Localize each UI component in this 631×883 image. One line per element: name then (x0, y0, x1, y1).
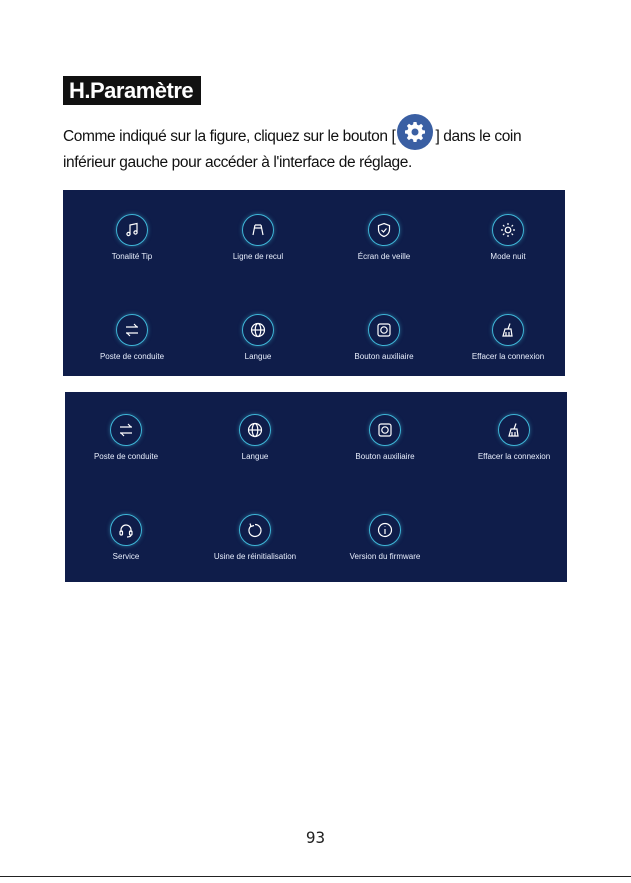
tile-label: Usine de réinitialisation (213, 552, 297, 561)
tile-effacer-la-connexion[interactable] (454, 414, 574, 461)
broom-icon (498, 414, 530, 446)
reverse-line-icon (242, 214, 274, 246)
tile-tonalite-tip[interactable] (72, 214, 192, 261)
tile-effacer-la-connexion[interactable] (448, 314, 568, 361)
tile-label: Poste de conduite (99, 352, 165, 361)
music-note-icon (116, 214, 148, 246)
settings-screen-1 (63, 190, 565, 376)
tile-label: Bouton auxiliaire (355, 452, 415, 461)
tile-usine-de-reinitialisation[interactable] (195, 514, 315, 561)
globe-icon (242, 314, 274, 346)
tile-label: Tonalité Tip (111, 252, 153, 261)
tile-langue[interactable] (195, 414, 315, 461)
tile-version-du-firmware[interactable] (325, 514, 445, 561)
swap-arrows-icon (110, 414, 142, 446)
section-title: H.Paramètre (63, 76, 201, 105)
tile-label: Langue (244, 352, 272, 361)
tile-label: Service (112, 552, 140, 561)
headset-icon (110, 514, 142, 546)
square-circle-icon (368, 314, 400, 346)
gear-icon (397, 114, 433, 150)
tile-label: Effacer la connexion (471, 352, 545, 361)
broom-icon (492, 314, 524, 346)
tile-label: Version du firmware (349, 552, 421, 561)
globe-icon (239, 414, 271, 446)
tile-label: Écran de veille (357, 252, 411, 261)
tile-ligne-de-recul[interactable] (198, 214, 318, 261)
swap-arrows-icon (116, 314, 148, 346)
tile-ecran-de-veille[interactable] (324, 214, 444, 261)
tile-langue[interactable] (198, 314, 318, 361)
tile-label: Ligne de recul (232, 252, 284, 261)
square-circle-icon (369, 414, 401, 446)
reset-icon (239, 514, 271, 546)
tile-bouton-auxiliaire[interactable] (325, 414, 445, 461)
tile-service[interactable] (66, 514, 186, 561)
tile-label: Mode nuit (490, 252, 526, 261)
tile-label: Langue (241, 452, 269, 461)
tile-label: Poste de conduite (93, 452, 159, 461)
tile-bouton-auxiliaire[interactable] (324, 314, 444, 361)
tile-label: Effacer la connexion (477, 452, 551, 461)
bottom-divider (0, 876, 631, 877)
tile-mode-nuit[interactable] (448, 214, 568, 261)
instruction-paragraph (63, 124, 563, 175)
tile-poste-de-conduite[interactable] (72, 314, 192, 361)
instruction-text-1: Comme indiqué sur la figure, cliquez sur le bouton [ (63, 128, 396, 146)
settings-screen-2 (65, 392, 567, 582)
tile-poste-de-conduite[interactable] (66, 414, 186, 461)
instruction-text-2: ] dans le coin inférieur gauche pour accéder à l'interface de réglage. (63, 128, 522, 171)
page-number: 93 (305, 828, 326, 847)
tile-label: Bouton auxiliaire (354, 352, 414, 361)
shield-check-icon (368, 214, 400, 246)
sun-icon (492, 214, 524, 246)
info-icon (369, 514, 401, 546)
